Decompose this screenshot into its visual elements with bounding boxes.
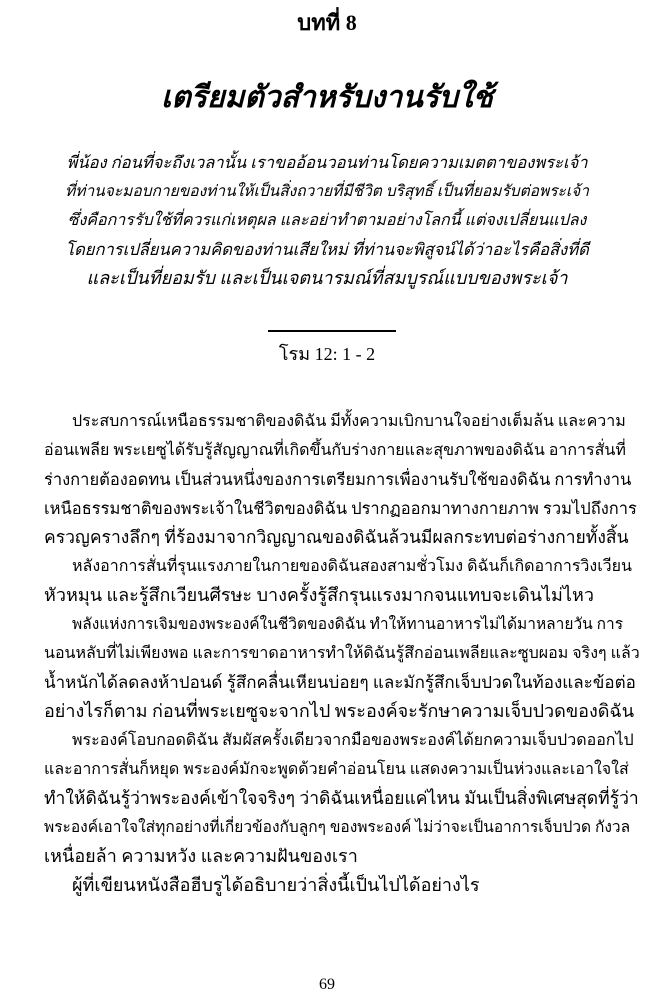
body-line: อย่างไรก็ตาม ก่อนที่พระเยซูจะจากไป พระองค์จะรักษาความเจ็บปวดของดิฉัน	[44, 701, 635, 721]
epigraph-line: ซึ่งคือการรับใช้ที่ควรแก่เหตุผล และอย่าทำตามอย่างโลกนี้ แต่จงเปลี่ยนแปลง	[67, 212, 587, 229]
body-line: ผู้ที่เขียนหนังสือฮีบรูได้อธิบายว่าสิ่งนี้เป็นไปได้อย่างไร	[72, 875, 480, 895]
body-line: พระองค์โอบกอดดิฉัน สัมผัสครั้งเดียวจากมือของพระองค์ได้ยกความเจ็บปวดออกไป	[72, 732, 634, 749]
body-line: หัวหมุน และรู้สึกเวียนศีรษะ บางครั้งรู้สึกรุนแรงมากจนแทบจะเดินไม่ไหว	[44, 585, 594, 605]
scripture-reference: โรม 12: 1 - 2	[278, 344, 376, 364]
body-line: พลังแห่งการเจิมของพระองค์ในชีวิตของดิฉัน ทำให้ทานอาหารไม่ได้มาหลายวัน การ	[72, 616, 624, 633]
body-line: เหนือธรรมชาติของพระเจ้าในชีวิตของดิฉัน ปรากฏออกมาทางกายภาพ รวมไปถึงการ	[44, 499, 637, 518]
body-line: และอาการสั่นก็หยุด พระองค์มักจะพูดด้วยคำอ่อนโยน แสดงความเป็นห่วงและเอาใจใส่	[44, 761, 629, 778]
body-line: หลังอาการสั่นที่รุนแรงภายในกายของดิฉันสองสามชั่วโมง ดิฉันก็เกิดอาการวิงเวียน	[72, 558, 632, 575]
body-line: ครวญครางลึกๆ ที่ร้องมาจากวิญญาณของดิฉันล้วนมีผลกระทบต่อร่างกายทั้งสิ้น	[44, 527, 629, 547]
body-line: นอนหลับที่ไม่เพียงพอ และการขาดอาหารทำให้ดิฉันรู้สึกอ่อนเพลียและซูบผอม จริงๆ แล้ว	[44, 645, 640, 662]
body-line: ทำให้ดิฉันรู้ว่าพระองค์เข้าใจจริงๆ ว่าดิฉันเหนื่อยแค่ไหน มันเป็นสิ่งพิเศษสุดที่รู้ว่า	[44, 788, 639, 808]
chapter-heading: บทที่ 8	[297, 10, 357, 35]
body-line: เหนื่อยล้า ความหวัง และความฝันของเรา	[44, 846, 358, 866]
epigraph-line: พี่น้อง ก่อนที่จะถึงเวลานั้น เราขออ้อนวอนท่านโดยความเมตตาของพระเจ้า	[66, 153, 588, 172]
body-line: น้ำหนักได้ลดลงห้าปอนด์ รู้สึกคลื่นเหียนบ่อยๆ และมักรู้สึกเจ็บปวดในท้องและข้อต่อ	[44, 673, 636, 692]
body-line: อ่อนเพลีย พระเยซูได้รับรู้สัญญาณที่เกิดขึ้นกับร่างกายและสุขภาพของดิฉัน อาการสั่นที่	[44, 442, 626, 459]
body-line: พระองค์เอาใจใส่ทุกอย่างที่เกี่ยวข้องกับลูกๆ ของพระองค์ ไม่ว่าจะเป็นอาการเจ็บปวด กังวล	[44, 819, 631, 836]
chapter-title: เตรียมตัวสำหรับงานรับใช้	[161, 81, 493, 114]
page-number: 69	[319, 976, 335, 993]
epigraph-divider	[268, 330, 396, 332]
body-text	[44, 407, 640, 900]
epigraph-line: โดยการเปลี่ยนความคิดของท่านเสียใหม่ ที่ท่านจะพิสูจน์ได้ว่าอะไรคือสิ่งที่ดี	[65, 240, 589, 259]
epigraph-quote	[60, 148, 594, 293]
body-line: ร่างกายต้องอดทน เป็นส่วนหนึ่งของการเตรียมการเพื่องานรับใช้ของดิฉัน การทำงาน	[44, 470, 632, 489]
body-line: ประสบการณ์เหนือธรรมชาติของดิฉัน มีทั้งความเบิกบานใจอย่างเต็มล้น และความ	[72, 413, 626, 430]
epigraph-line: และเป็นที่ยอมรับ และเป็นเจตนารมณ์ที่สมบูรณ์แบบของพระเจ้า	[86, 268, 568, 288]
epigraph-line: ที่ท่านจะมอบกายของท่านให้เป็นสิ่งถวายที่มีชีวิต บริสุทธิ์ เป็นที่ยอมรับต่อพระเจ้า	[65, 183, 589, 200]
